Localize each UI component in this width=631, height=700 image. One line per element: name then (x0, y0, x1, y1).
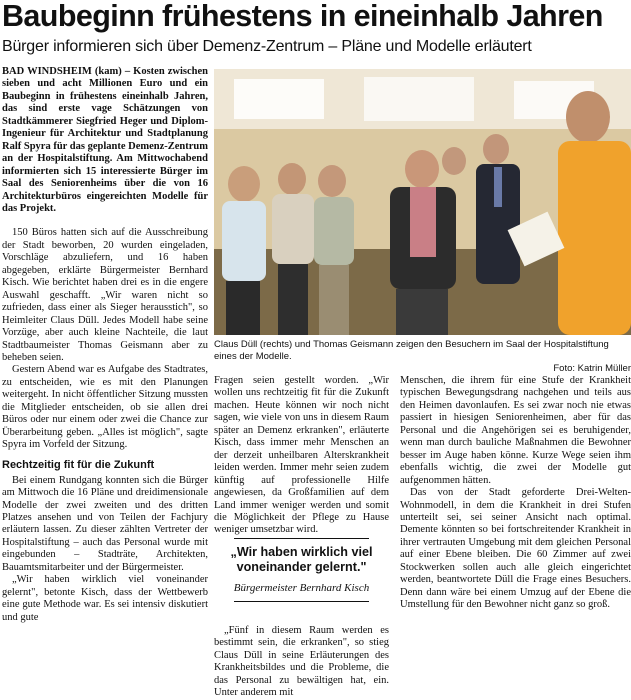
section-subheading: Rechtzeitig fit für die Zukunft (2, 458, 155, 471)
divider (234, 601, 369, 602)
dateline: BAD WINDSHEIM (kam) – (2, 66, 131, 77)
body-paragraph: Bei einem Rundgang konnten sich die Bürger am Mittwoch die 16 Pläne und dreidimensionale Modelle der zwei zweiten und des dritten Platzes ansehen und von Teilen der Fachjury erläutern lassen. Zu dieser zählten Vertreter der Hospitalstiftung – auch das Personal wurde mit eingebunden – Stadträte, Architekten, Bauamtsmitarbeiter und der Bürgermeister. (2, 474, 208, 573)
photo-caption (214, 339, 631, 375)
body-paragraph: „Fünf in diesem Raum werden es bestimmt sein, die erkranken", so stieg Claus Düll in seine Erläuterungen des Krankheitsbildes und die Probleme, die das Personal zu bewältigen hat, ein. Unter anderem mit (214, 625, 389, 699)
divider (234, 538, 369, 539)
body-paragraph: Menschen, die ihrem für eine Stufe der Krankheit typischen Bewegungsdrang nachgehen und teils aus den Heimen davonlaufen. Es sei zwar noch nie etwas passiert in hiesigen Seniorenheimen, aber für das Personal und die Angehörigen sei es beruhigender, wenn man durch bauliche Maßnahmen die Bewohner besser im Auge haben könne. Kurze Wege seien ihm ebenfalls wichtig, die zwei der Modelle gut aufgenommen hätten. (400, 375, 631, 486)
lead-paragraph (2, 66, 208, 215)
body-paragraph: „Wir haben wirklich viel voneinander gelernt", betonte Kisch, dass der Wettbewerb eine gute Methode war. Es sei intensiv diskutiert und gute (2, 574, 208, 623)
caption-text: Claus Düll (rechts) und Thomas Geismann zeigen den Besuchern im Saal der Hospitalstiftung eines der Modelle. (214, 339, 609, 362)
pull-quote-author: Bürgermeister Bernhard Kisch (233, 582, 370, 594)
body-paragraph: Gestern Abend war es Aufgabe des Stadtrates, zu entscheiden, wie es mit den Planungen weitergeht. In nicht öffentlicher Sitzung mussten die Mitglieder entscheiden, ob sie allen drei Büros oder nur einem oder zwei die Chance zur Überarbeitung geben. „Alles ist möglich", sagte Spyra im Vorfeld der Sitzung. (2, 364, 208, 451)
article-column-2-continued (214, 625, 389, 699)
news-photo (214, 69, 631, 335)
body-paragraph: Fragen seien gestellt worden. „Wir wollen uns rechtzeitig fit für die Zukunft machen. Heute können wir noch nicht sagen, wie viele von uns in diesem Raum später an Demenz erkranken", erläuterte Kisch, dass immer mehr Menschen an der derzeit unheilbaren Alterskrankheit leiden werden. Immer mehr seien zudem künftig auf professionelle Hilfe angewiesen, da Großfamilien auf dem Land immer weniger werden und somit die Möglichkeit der Pflege zu Hause weniger umsetzbar wird. (214, 375, 389, 536)
headline: Baubeginn frühestens in eineinhalb Jahren (2, 0, 603, 33)
pull-quote-text: „Wir haben wirklich viel voneinander gelernt." (230, 545, 373, 574)
body-paragraph: 150 Büros hatten sich auf die Ausschreibung der Stadt beworben, 20 wurden eingeladen, Vorschläge abzuliefern, und 16 haben abgegeben, erklärte Bürgermeister Bernhard Kisch. Wie berichtet haben drei es in die engere Auswahl geschafft. „Wir waren nicht so zufrieden, dass einer als Sieger herausstich", so Heimleiter Claus Düll. Jedes Modell habe seine Vorzüge, aber auch kleine Nachteile, die laut Stadtbaumeister Thomas Geismann aber zu beheben seien. (2, 227, 208, 363)
subheadline: Bürger informieren sich über Demenz-Zentrum – Pläne und Modelle erläutert (2, 38, 532, 55)
article-column-1 (2, 66, 208, 683)
article-column-3 (400, 375, 631, 683)
pull-quote (214, 538, 389, 602)
lead-text: Kosten zwischen sieben und acht Millionen Euro und ein Baubeginn in frühestens eineinhalb Jahren, das sind erste vage Schätzungen von Stadtkämmerer Siegfried Heger und Diplom-Ingenieur für Architektur und Stadtplanung Ralf Spyra für das geplante Demenz-Zentrum an der Hospitalstiftung. Am Mittwochabend informierten sich 15 interessierte Bürger im Saal des Seniorenheims über die von 16 Architekturbüros eingereichten Modelle für das Projekt. (2, 66, 209, 214)
body-paragraph: Das von der Stadt geforderte Drei-Welten-Wohnmodell, in dem die Krankheit in drei Stufen unterteilt sei, sei seiner Ansicht nach optimal. Demente könnten so bei fortschreitender Krankheit in ihrer vertrauten Umgebung mit dem gleichen Personal auf einer Ebene bleiben. Die 60 Zimmer auf zwei Stockwerken sollen auch alle gleich eingerichtet werden, beantwortete Düll die Frage eines Besuchers. Denn dann wäre bei einem Umzug auf der Ebene die Umstellung für den Bewohner nicht ganz so groß. (400, 487, 631, 611)
photo-credit: Foto: Katrin Müller (553, 363, 631, 374)
